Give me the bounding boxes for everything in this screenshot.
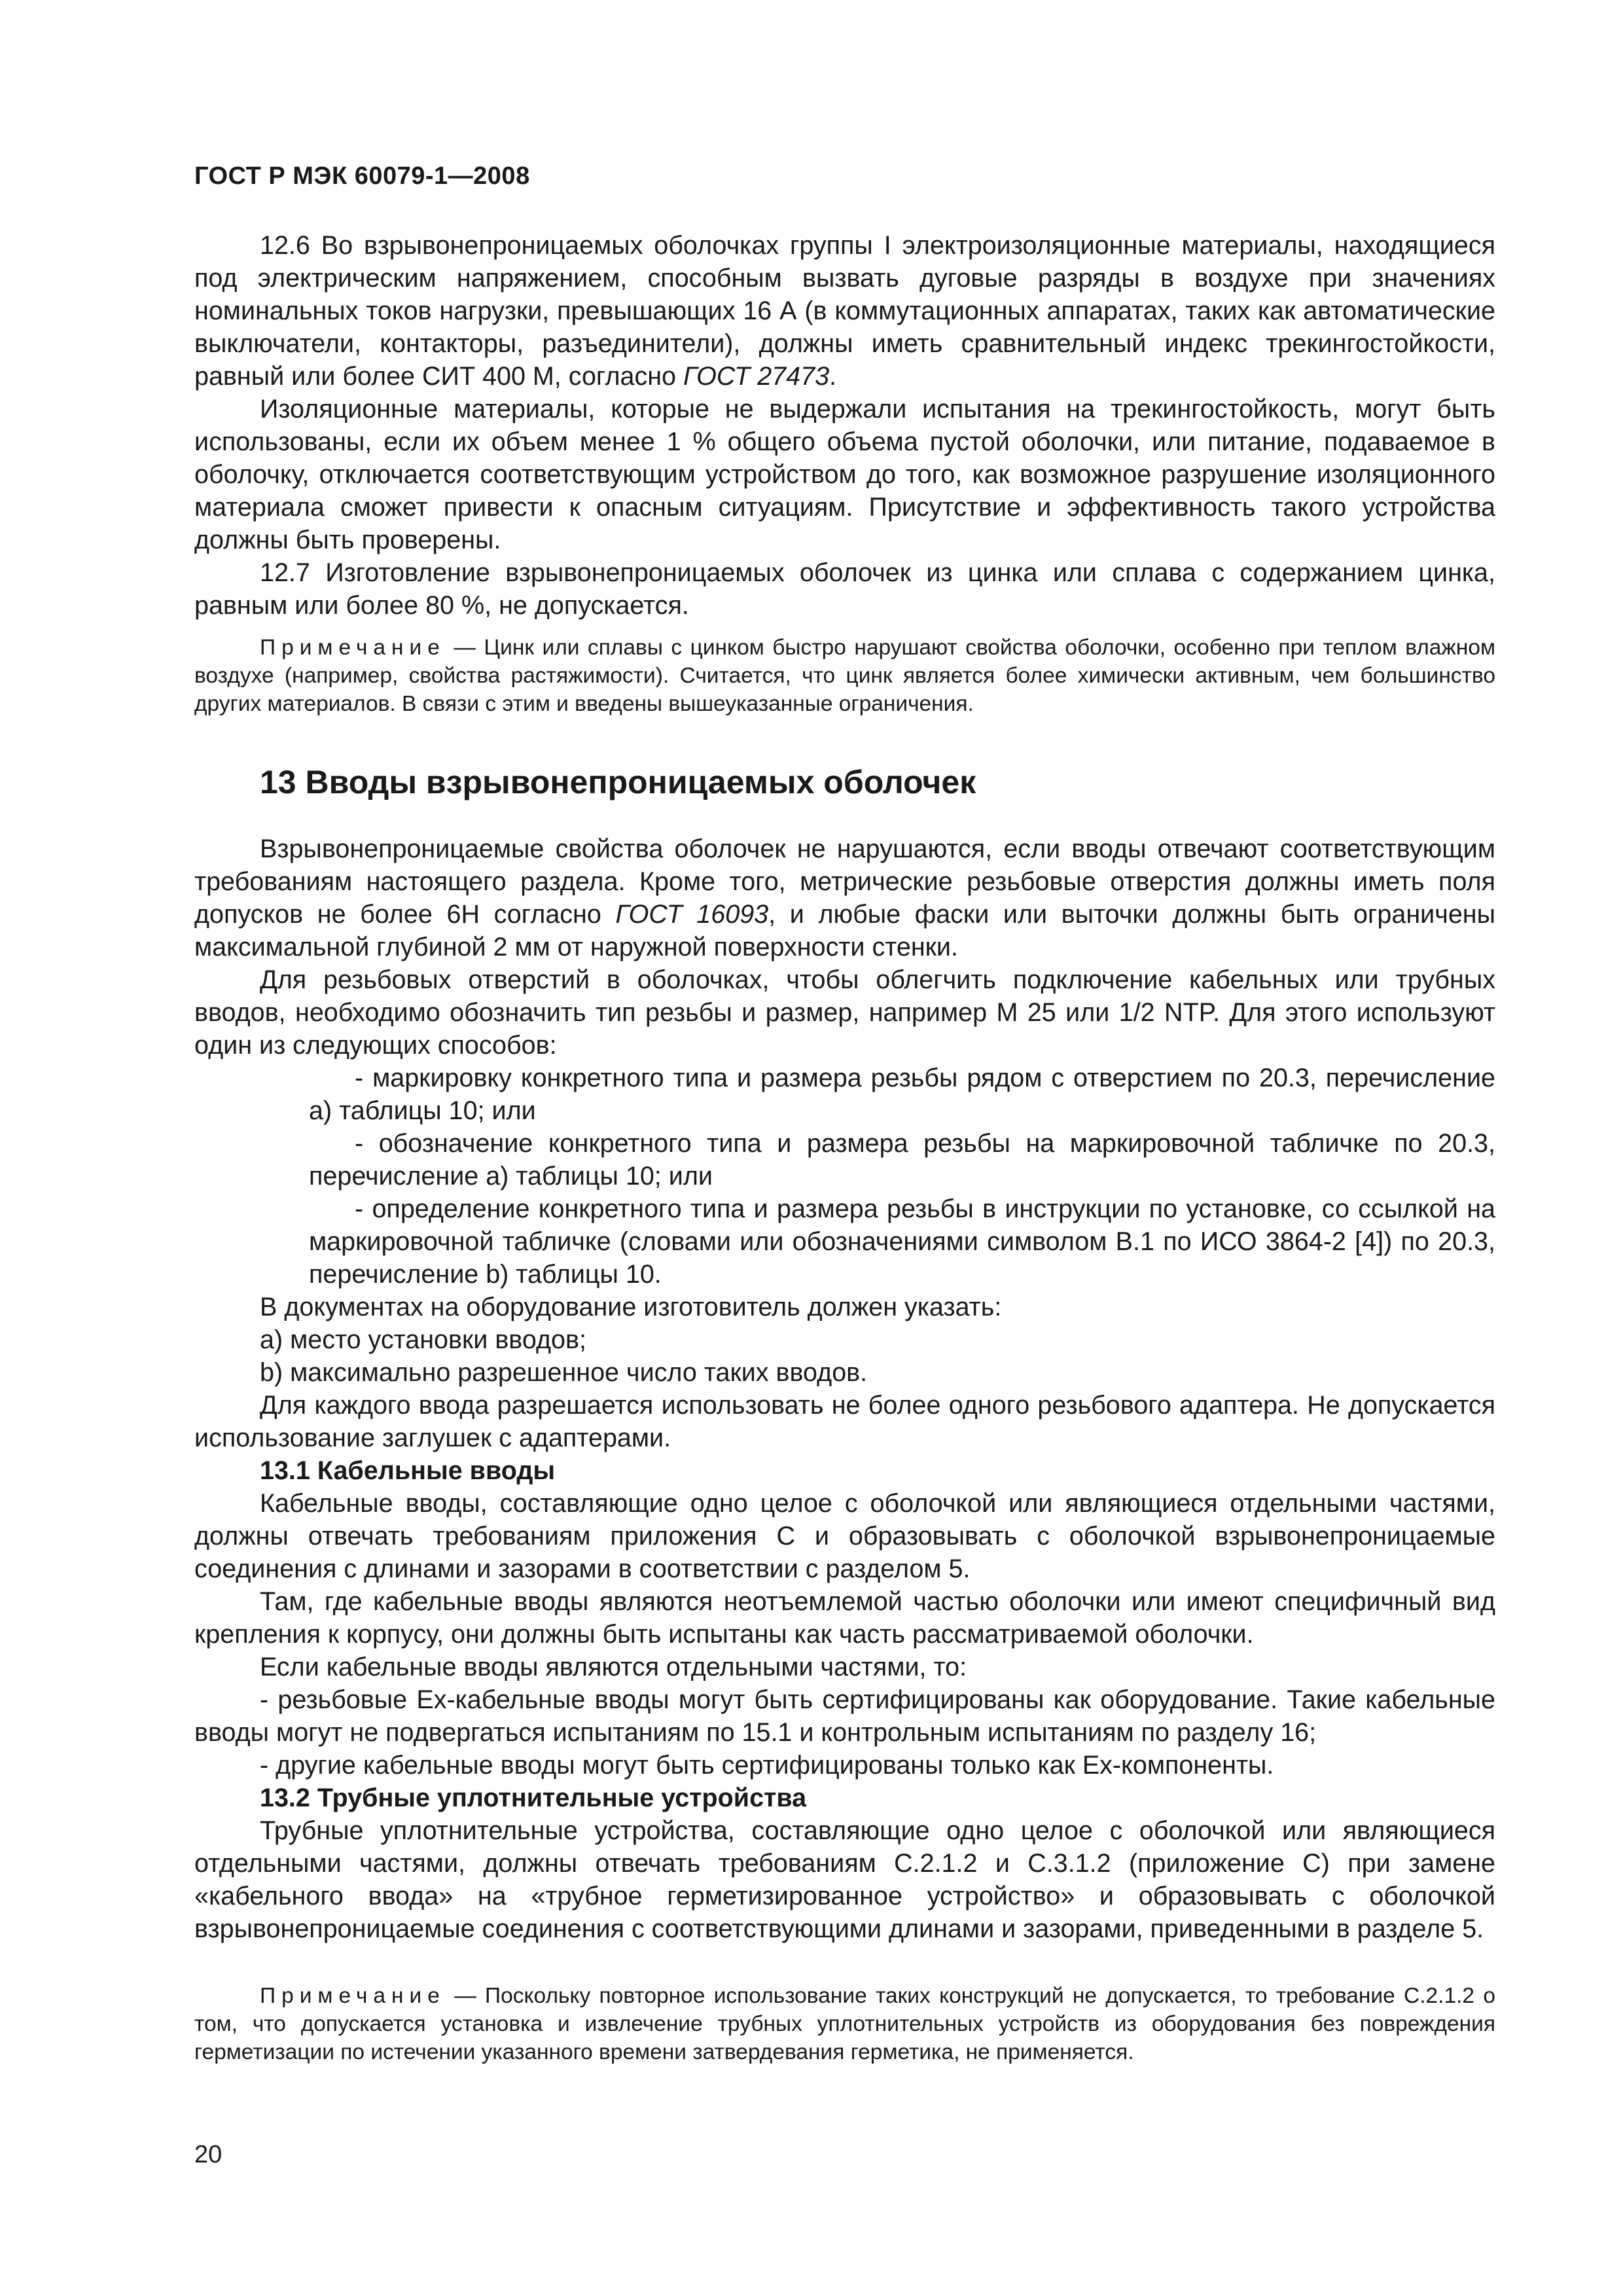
note-text: — Поскольку повторное использование таких конструкций не допускается, то требование С.2.1.2 о том, что допускается установка и извлечение трубных уплотнительных устройств из оборудования без повреждения герметизации по истечении указанного времени затвердевания герметика, не применяется. — [194, 1984, 1495, 2064]
paragraph-13-documents: В документах на оборудование изготовитель должен указать: — [260, 1293, 1002, 1321]
list-item-2: - обозначение конкретного типа и размера резьбы на маркировочной табличке по 20.3, перечисление а) таблицы 10; или — [309, 1129, 1495, 1191]
note-label: Примечание — [260, 1984, 446, 2008]
section-12-text — [194, 229, 1495, 622]
paragraph-13-2: Трубные уплотнительные устройства, составляющие одно целое с оболочкой или являющиеся отдельными частями, должны отвечать требованиям С.2.1.2 и С.3.1.2 (приложение С) при замене «кабельного ввода» на «трубное герметизированное устройство» и образовывать с оболочкой взрывонепроницаемые соединения с соответствующими длинами и зазорами, приведенными в разделе 5. — [194, 1816, 1495, 1943]
dash-item-1: - резьбовые Ех-кабельные вводы могут быть сертифицированы как оборудование. Такие кабельные вводы могут не подвергаться испытаниям по 15.1 и контрольным испытаниям по разделу 16; — [194, 1685, 1495, 1747]
paragraph-12-6: 12.6 Во взрывонепроницаемых оболочках группы I электроизоляционные материалы, находящиеся под электрическим напряжением, способным вызвать дуговые разряды в воздухе при значениях номинальных токов нагрузки, превышающих 16 А (в коммутационных аппаратах, таких как автоматические выключатели, контакторы, разъединители), должны иметь сравнительный индекс трекингостойкости, равный или более СИТ 400 М, согласно ГОСТ 27473. — [194, 231, 1495, 391]
enum-item-b: b) максимально разрешенное число таких вводов. — [260, 1358, 868, 1387]
paragraph-12-7: 12.7 Изготовление взрывонепроницаемых оболочек из цинка или сплава с содержанием цинка, равным или более 80 %, не допускается. — [194, 558, 1495, 620]
paragraph-13-1-c: Если кабельные вводы являются отдельными частями, то: — [260, 1653, 967, 1681]
enum-item-a: а) место установки вводов; — [260, 1325, 586, 1354]
note-text: — Цинк или сплавы с цинком быстро нарушают свойства оболочки, особенно при теплом влажном воздухе (например, свойства растяжимости). Считается, что цинк является более химически активным, чем большинство других материалов. В связи с этим и введены вышеуказанные ограничения. — [194, 636, 1495, 716]
paragraph-13-threads: Для резьбовых отверстий в оболочках, чтобы облегчить подключение кабельных или трубных вводов, необходимо обозначить тип резьбы и размер, например М 25 или 1/2 NTP. Для этого используют один из следующих способов: — [194, 965, 1495, 1060]
paragraph-13-intro: Взрывонепроницаемые свойства оболочек не нарушаются, если вводы отвечают соответствующим требованиям настоящего раздела. Кроме того, метрические резьбовые отверстия должны иметь поля допусков не более 6Н согласно ГОСТ 16093, и любые фаски или выточки должны быть ограничены максимальной глубиной 2 мм от наружной поверхности стенки. — [194, 834, 1495, 961]
list-item-3: - определение конкретного типа и размера резьбы в инструкции по установке, со ссылкой на маркировочной табличке (словами или обозначениями символом В.1 по ИСО 3864-2 [4]) по 20.3, перечисление b) таблицы 10. — [309, 1194, 1495, 1289]
note-label: Примечание — [260, 636, 446, 660]
paragraph-insulation: Изоляционные материалы, которые не выдержали испытания на трекингостойкость, могут быть использованы, если их объем менее 1 % общего объема пустой оболочки, или питание, подаваемое в оболочку, отключается соответствующим устройством до того, как возможное разрушение изоляционного материала сможет привести к опасным ситуациям. Присутствие и эффективность такого устройства должны быть проверены. — [194, 395, 1495, 554]
paragraph-13-1-b: Там, где кабельные вводы являются неотъемлемой частью оболочки или имеют специфичный вид крепления к корпусу, они должны быть испытаны как часть рассматриваемой оболочки. — [194, 1587, 1495, 1649]
subsection-13-1-title: 13.1 Кабельные вводы — [260, 1456, 556, 1485]
reference-gost-16093: ГОСТ 16093 — [615, 900, 769, 929]
paragraph-13-adapter: Для каждого ввода разрешается использовать не более одного резьбового адаптера. Не допускается использование заглушек с адаптерами. — [194, 1391, 1495, 1452]
page-number: 20 — [194, 2141, 223, 2168]
reference-gost-27473: ГОСТ 27473 — [683, 362, 830, 391]
section-13-text — [194, 833, 1495, 1945]
note-13-2 — [194, 1982, 1495, 2066]
paragraph-13-1-a: Кабельные вводы, составляющие одно целое с оболочкой или являющиеся отдельными частями, должны отвечать требованиям приложения С и образовывать с оболочкой взрывонепроницаемые соединения с длинами и зазорами в соответствии с разделом 5. — [194, 1489, 1495, 1583]
note-12-7 — [194, 634, 1495, 718]
subsection-13-2-title: 13.2 Трубные уплотнительные устройства — [260, 1784, 807, 1812]
document-header: ГОСТ Р МЭК 60079-1—2008 — [194, 162, 530, 190]
dash-item-2: - другие кабельные вводы могут быть сертифицированы только как Ех-компоненты. — [260, 1751, 1274, 1780]
section-13-title: 13 Вводы взрывонепроницаемых оболочек — [260, 764, 976, 800]
list-item-1: - маркировку конкретного типа и размера резьбы рядом с отверстием по 20.3, перечисление а) таблицы 10; или — [309, 1064, 1495, 1125]
